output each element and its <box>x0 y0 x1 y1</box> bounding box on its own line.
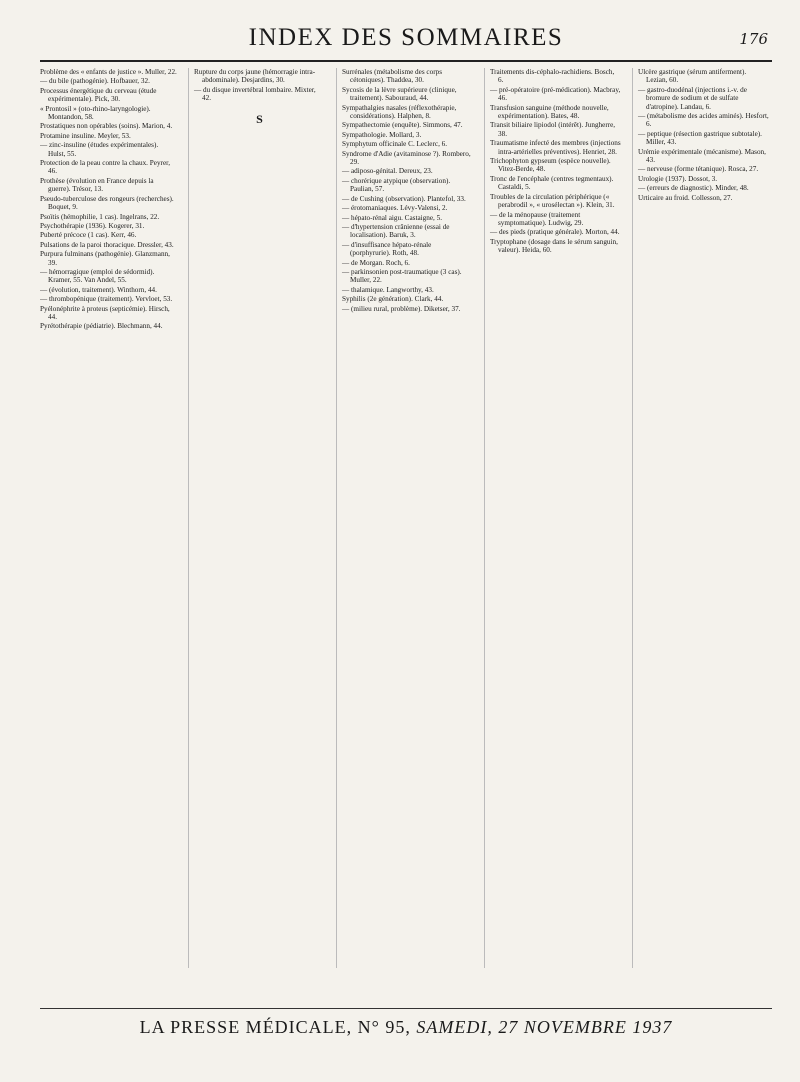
index-entry: — adiposo-génital. Dereux, 23. <box>342 167 433 176</box>
index-entry: Traitements dis-céphalo-rachidiens. Bosch, 6. <box>490 68 615 85</box>
index-entry: — du disque invertébral lombaire. Mixter, 42. <box>194 85 316 103</box>
index-entry: Prothèse (évolution en France depuis la guerre). Trésor, 13. <box>40 176 154 194</box>
index-entry: — hémorragique (emploi de sédormid). Kramer, 55. Van Andel, 55. <box>40 267 155 285</box>
journal-name: LA PRESSE MÉDICALE, N° 95, <box>139 1017 411 1037</box>
index-entry: Prostatiques non opérables (soins). Marion, 4. <box>40 122 173 131</box>
index-entry: Traumatisme infecté des membres (injections intra-artérielles préventives). Henriet, 28. <box>490 139 621 156</box>
index-column <box>632 68 772 968</box>
index-column <box>188 68 328 968</box>
index-column <box>336 68 476 968</box>
issue-date: SAMEDI, 27 NOVEMBRE 1937 <box>416 1017 673 1037</box>
index-entry: Syphilis (2e génération). Clark, 44. <box>342 295 444 304</box>
index-entry: Urologie (1937). Dossot, 3. <box>638 174 718 183</box>
index-entry: Symphytum officinale C. Leclerc, 6. <box>342 140 448 149</box>
index-entry: Syndrome d'Adie (avitaminose ?). Rombero, 29. <box>342 149 471 167</box>
index-entry: — parkinsonien post-traumatique (3 cas). Muller, 22. <box>342 267 462 285</box>
index-columns <box>40 68 772 968</box>
index-entry: — zinc-insuline (études expérimentales). Hulst, 55. <box>40 141 159 158</box>
index-entry: Surrénales (métabolisme des corps cétoniques). Thaddea, 30. <box>342 68 442 85</box>
index-entry: Trichophyton gypseum (espèce nouvelle). Vitez-Berde, 48. <box>490 157 611 174</box>
index-entry: — pré-opératoire (pré-médication). Macbray, 46. <box>490 85 621 103</box>
index-entry: — gastro-duodénal (injections i.-v. de bromure de sodium et de sulfate d'atropine). Landau, 6. <box>638 85 747 111</box>
index-entry: Puberté précoce (1 cas). Kerr, 46. <box>40 231 137 240</box>
index-entry: — hépato-rénal aigu. Castaigne, 5. <box>342 213 442 222</box>
index-entry: — de Morgan. Roch, 6. <box>342 258 410 267</box>
index-entry: Sycosis de la lèvre supérieure (clinique, traitement). Sabouraud, 44. <box>342 85 457 103</box>
index-entry: — du bile (pathogénie). Hofbauer, 32. <box>40 77 150 86</box>
section-letter-s: S <box>256 111 263 126</box>
index-entry: — peptique (résection gastrique subtotale). Miller, 43. <box>638 129 762 147</box>
index-entry: — nerveuse (forme tétanique). Rosca, 27. <box>638 165 759 174</box>
page-number: 176 <box>739 30 768 48</box>
index-column <box>40 68 180 968</box>
index-entry: Troubles de la circulation périphérique (« perabrodil », « urosélectan »). Klein, 31. <box>490 192 615 210</box>
index-entry: — thalamique. Langworthy, 43. <box>342 285 434 294</box>
index-entry: « Prontosil » (oto-rhino-laryngologie). Montandon, 58. <box>40 104 151 122</box>
index-entry: — chorérique atypique (observation). Paulian, 57. <box>342 176 451 194</box>
index-entry: — de Cushing (observation). Plantefol, 33. <box>342 194 466 203</box>
index-entry: — (métabolisme des acides aminés). Hesfort, 6. <box>638 112 769 129</box>
index-entry: Pulsations de la paroi thoracique. Dressler, 43. <box>40 240 174 249</box>
index-entry: Tryptophane (dosage dans le sérum sanguin, valeur). Heida, 60. <box>490 237 618 255</box>
index-entry: Pyrétothérapie (pédiatrie). Blechmann, 44. <box>40 322 163 331</box>
page-header <box>40 22 772 62</box>
index-entry: — (évolution, traitement). Winthorn, 44. <box>40 285 157 294</box>
index-entry: Urticaire au froid. Collesson, 27. <box>638 193 733 202</box>
index-entry: — (milieu rural, problème). Diketser, 37. <box>342 304 461 313</box>
index-entry: — d'insuffisance hépato-rénale (porphyrurie). Roth, 48. <box>342 240 432 258</box>
page-title: INDEX DES SOMMAIRES <box>248 24 564 51</box>
index-entry: Pyélonéphrite à proteus (septicémie). Hirsch, 44. <box>40 304 170 321</box>
index-entry: Problème des « enfants de justice ». Muller, 22. <box>40 68 177 76</box>
index-entry: — érotomaniaques. Lévy-Valensi, 2. <box>342 204 448 213</box>
index-entry: Transfusion sanguine (méthode nouvelle, expérimentation). Bates, 48. <box>490 103 609 121</box>
index-entry: — d'hypertension crânienne (essai de localisation). Baruk, 3. <box>342 222 450 240</box>
index-entry: — de la ménopause (traitement symptomatique). Ludwig, 29. <box>490 210 584 227</box>
index-entry: Tronc de l'encéphale (centres tegmentaux). Castaldi, 5. <box>490 174 614 192</box>
index-entry: — (erreurs de diagnostic). Minder, 48. <box>638 184 749 193</box>
index-entry: Transit biliaire lipiodol (intérêt). Jungherre, 38. <box>490 121 616 138</box>
index-entry: Sympathologie. Mollard, 3. <box>342 130 422 139</box>
index-entry: Protection de la peau contre la chaux. Peyrer, 46. <box>40 159 171 176</box>
index-entry: Sympathalgies nasales (réflexothérapie, considérations). Halphen, 8. <box>342 103 457 121</box>
index-entry: Processus énergétique du cerveau (étude expérimentale). Pick, 30. <box>40 86 157 104</box>
index-entry: Pseudo-tuberculose des rongeurs (recherches). Boquet, 9. <box>40 194 174 212</box>
index-entry: Psoïtis (hémophilie, 1 cas). Ingelrans, 22. <box>40 212 160 221</box>
index-entry: Rupture du corps jaune (hémorragie intra-abdominale). Desjardins, 30. <box>194 68 316 85</box>
index-entry: Urémie expérimentale (mécanisme). Mason, 43. <box>638 147 766 165</box>
index-entry: Protamine insuline. Meyler, 53. <box>40 131 131 140</box>
index-entry: Ulcère gastrique (sérum antiferment). Lezian, 60. <box>638 68 747 85</box>
index-entry: — des pieds (pratique générale). Morton, 44. <box>490 228 620 237</box>
index-entry: Purpura fulminans (pathogénie). Glanzmann, 39. <box>40 250 170 267</box>
index-entry: Sympathectomie (enquête). Simmons, 47. <box>342 121 463 130</box>
index-column <box>484 68 624 968</box>
page-footer <box>40 1008 772 1038</box>
index-entry: Psychothérapie (1936). Kogerer, 31. <box>40 221 145 230</box>
index-entry: — thrombopénique (traitement). Vervloet, 53. <box>40 295 173 304</box>
